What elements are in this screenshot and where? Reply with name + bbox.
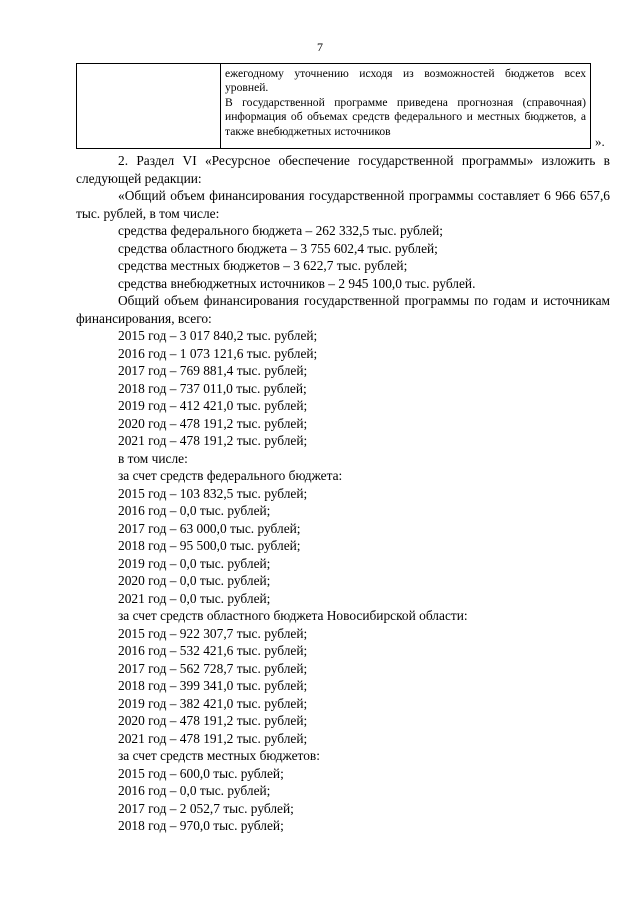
regional-year-line: 2015 год – 922 307,7 тыс. рублей; [118, 625, 308, 641]
regional-year-line: 2019 год – 382 421,0 тыс. рублей; [118, 695, 308, 711]
local-year-line: 2017 год – 2 052,7 тыс. рублей; [118, 800, 294, 816]
page-number: 7 [317, 40, 323, 54]
federal-year-line: 2020 год – 0,0 тыс. рублей; [118, 573, 271, 588]
table-cell-paragraph-1: ежегодному уточнению исходя из возможностей бюджетов всех уровней. [225, 67, 586, 95]
regional-year-line: 2020 год – 478 191,2 тыс. рублей; [118, 713, 308, 728]
local-heading: за счет средств местных бюджетов: [118, 748, 320, 763]
total-year-line: 2016 год – 1 073 121,6 тыс. рублей; [118, 345, 318, 361]
total-year-line: 2017 год – 769 881,4 тыс. рублей; [118, 363, 308, 378]
total-year-line: 2018 год – 737 011,0 тыс. рублей; [118, 380, 307, 396]
federal-year-line: 2016 год – 0,0 тыс. рублей; [118, 503, 271, 518]
federal-year-line: 2015 год – 103 832,5 тыс. рублей; [118, 485, 308, 501]
total-funding-paragraph: «Общий объем финансирования государственной программы составляет 6 966 657,6 тыс. рублей, в том числе: [76, 188, 610, 221]
continuation-table [76, 63, 591, 149]
total-year-line: 2019 год – 412 421,0 тыс. рублей; [118, 398, 308, 413]
federal-year-line: 2021 год – 0,0 тыс. рублей; [118, 590, 271, 606]
table-cell-paragraph-2: В государственной программе приведена прогнозная (справочная) информация об объемах средств федерального и местных бюджетов, а также внебюджетных источников [225, 95, 586, 138]
local-year-line: 2018 год – 970,0 тыс. рублей; [118, 818, 284, 833]
federal-year-line: 2017 год – 63 000,0 тыс. рублей; [118, 520, 301, 536]
total-year-line: 2021 год – 478 191,2 тыс. рублей; [118, 433, 308, 448]
document-body [76, 152, 610, 835]
including-label: в том числе: [118, 450, 188, 466]
regional-year-line: 2016 год – 532 421,6 тыс. рублей; [118, 643, 308, 658]
regional-heading: за счет средств областного бюджета Новосибирской области: [118, 608, 468, 623]
section-amendment-paragraph: 2. Раздел VI «Ресурсное обеспечение государственной программы» изложить в следующей редакции: [76, 153, 610, 186]
regional-year-line: 2018 год – 399 341,0 тыс. рублей; [118, 678, 308, 693]
table-column-divider [220, 64, 221, 148]
federal-year-line: 2018 год – 95 500,0 тыс. рублей; [118, 538, 301, 553]
total-year-line: 2015 год – 3 017 840,2 тыс. рублей; [118, 328, 318, 343]
federal-heading: за счет средств федерального бюджета: [118, 468, 343, 483]
local-year-line: 2015 год – 600,0 тыс. рублей; [118, 765, 284, 781]
funding-by-years-paragraph: Общий объем финансирования государственной программы по годам и источникам финансирования, всего: [76, 293, 610, 326]
closing-quote: ». [595, 134, 605, 149]
regional-year-line: 2021 год – 478 191,2 тыс. рублей; [118, 730, 308, 746]
source-regional: средства областного бюджета – 3 755 602,4 тыс. рублей; [118, 240, 438, 256]
total-year-line: 2020 год – 478 191,2 тыс. рублей; [118, 415, 308, 431]
source-federal: средства федерального бюджета – 262 332,5 тыс. рублей; [118, 223, 444, 238]
source-extrabudgetary: средства внебюджетных источников – 2 945 100,0 тыс. рублей. [118, 275, 476, 291]
federal-year-line: 2019 год – 0,0 тыс. рублей; [118, 555, 271, 571]
regional-year-line: 2017 год – 562 728,7 тыс. рублей; [118, 660, 308, 676]
source-local: средства местных бюджетов – 3 622,7 тыс. рублей; [118, 258, 408, 273]
table-cell-text [225, 67, 586, 139]
local-year-line: 2016 год – 0,0 тыс. рублей; [118, 783, 271, 798]
